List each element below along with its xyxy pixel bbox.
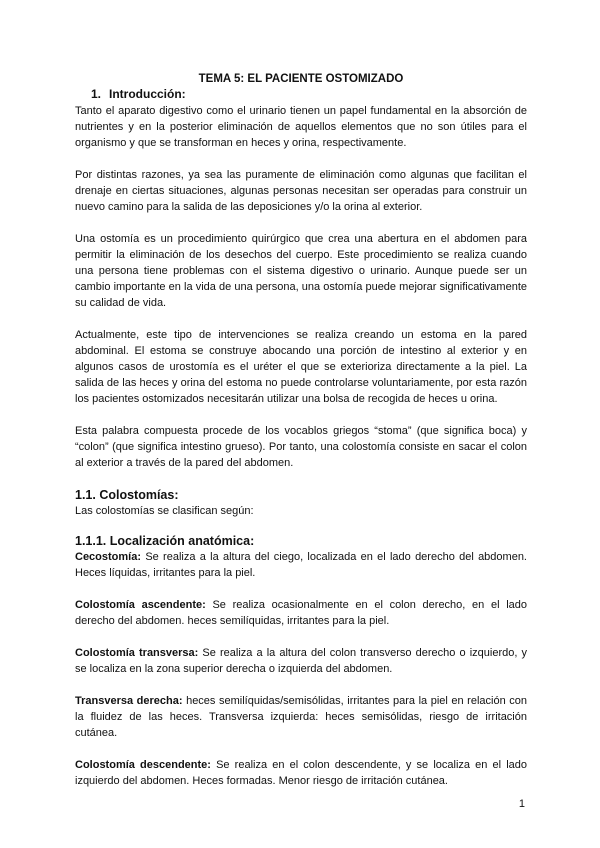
definition-term: Colostomía descendente: bbox=[75, 759, 211, 771]
section-heading-introduccion bbox=[91, 86, 527, 102]
subsection-lead: Las colostomías se clasifican según: bbox=[75, 505, 254, 517]
definition-term: Transversa derecha: bbox=[75, 695, 183, 707]
paragraph: Actualmente, este tipo de intervenciones se realiza creando un estoma en la pared abdominal. El estoma se construye abocando una porción de intestino al exterior y en algunos casos de urostomía es el uréter el que se exterioriza directamente a la piel. La salida de las heces y orina del estoma no puede controlarse voluntariamente, por esta razón los pacientes ostomizados necesitarán utilizar una bolsa de recogida de heces u orina. bbox=[75, 329, 527, 405]
subsection-heading-colostomias: 1.1. Colostomías: bbox=[75, 488, 179, 502]
definition-term: Colostomía transversa: bbox=[75, 647, 199, 659]
definition-item bbox=[75, 645, 527, 677]
paragraph: Por distintas razones, ya sea las puramente de eliminación como algunas que facilitan el drenaje en ciertas situaciones, algunas personas necesitan ser operadas para construir un nuevo camino para la salida de las deposiciones y/o la orina al exterior. bbox=[75, 169, 527, 213]
definition-item bbox=[75, 693, 527, 741]
paragraph: Una ostomía es un procedimiento quirúrgico que crea una abertura en el abdomen para permitir la eliminación de los desechos del cuerpo. Este procedimiento se realiza cuando una persona tiene problemas con el sistema digestivo o urinario. Aunque puede ser un cambio importante en la vida de una persona, una ostomía puede mejorar significativamente su calidad de vida. bbox=[75, 233, 527, 309]
definition-item bbox=[75, 597, 527, 629]
definition-text: Se realiza a la altura del ciego, localizada en el lado derecho del abdomen. Heces líquidas, irritantes para la piel. bbox=[75, 551, 527, 579]
paragraph: Esta palabra compuesta procede de los vocablos griegos “stoma” (que significa boca) y “colon” (que significa intestino grueso). Por tanto, una colostomía consiste en sacar el colon al exterior a través de la pared del abdomen. bbox=[75, 425, 527, 469]
definition-text: Se realiza a la altura del colon transverso derecho o izquierdo, y se localiza en la zona superior derecha o izquierda del abdomen. bbox=[75, 647, 527, 675]
document-title: TEMA 5: EL PACIENTE OSTOMIZADO bbox=[198, 73, 404, 85]
page-number: 1 bbox=[518, 798, 525, 810]
definition-item bbox=[75, 757, 527, 789]
definition-text: Se realiza ocasionalmente en el colon derecho, en el lado derecho del abdomen. heces semilíquidas, irritantes para la piel. bbox=[75, 599, 527, 627]
definition-item bbox=[75, 549, 527, 581]
subsubsection-heading-localizacion: 1.1.1. Localización anatómica: bbox=[75, 534, 255, 548]
definition-term: Colostomía ascendente: bbox=[75, 599, 206, 611]
definition-text: heces semilíquidas/semisólidas, irritantes para la piel en relación con la fluidez de las heces. Transversa izquierda: heces semisólidas, riesgo de irritación cutánea. bbox=[75, 695, 527, 739]
section-number: 1. bbox=[91, 87, 102, 101]
paragraph: Tanto el aparato digestivo como el urinario tienen un papel fundamental en la absorción de nutrientes y en la posterior eliminación de aquellos elementos que no son útiles para el organismo y que se transforman en heces y orina, respectivamente. bbox=[75, 105, 527, 149]
section-heading-text: Introducción: bbox=[109, 87, 186, 101]
definition-term: Cecostomía: bbox=[75, 551, 142, 563]
definition-text: Se realiza en el colon descendente, y se localiza en el lado izquierdo del abdomen. Heces formadas. Menor riesgo de irritación cutánea. bbox=[75, 759, 528, 787]
document-page bbox=[75, 72, 527, 805]
